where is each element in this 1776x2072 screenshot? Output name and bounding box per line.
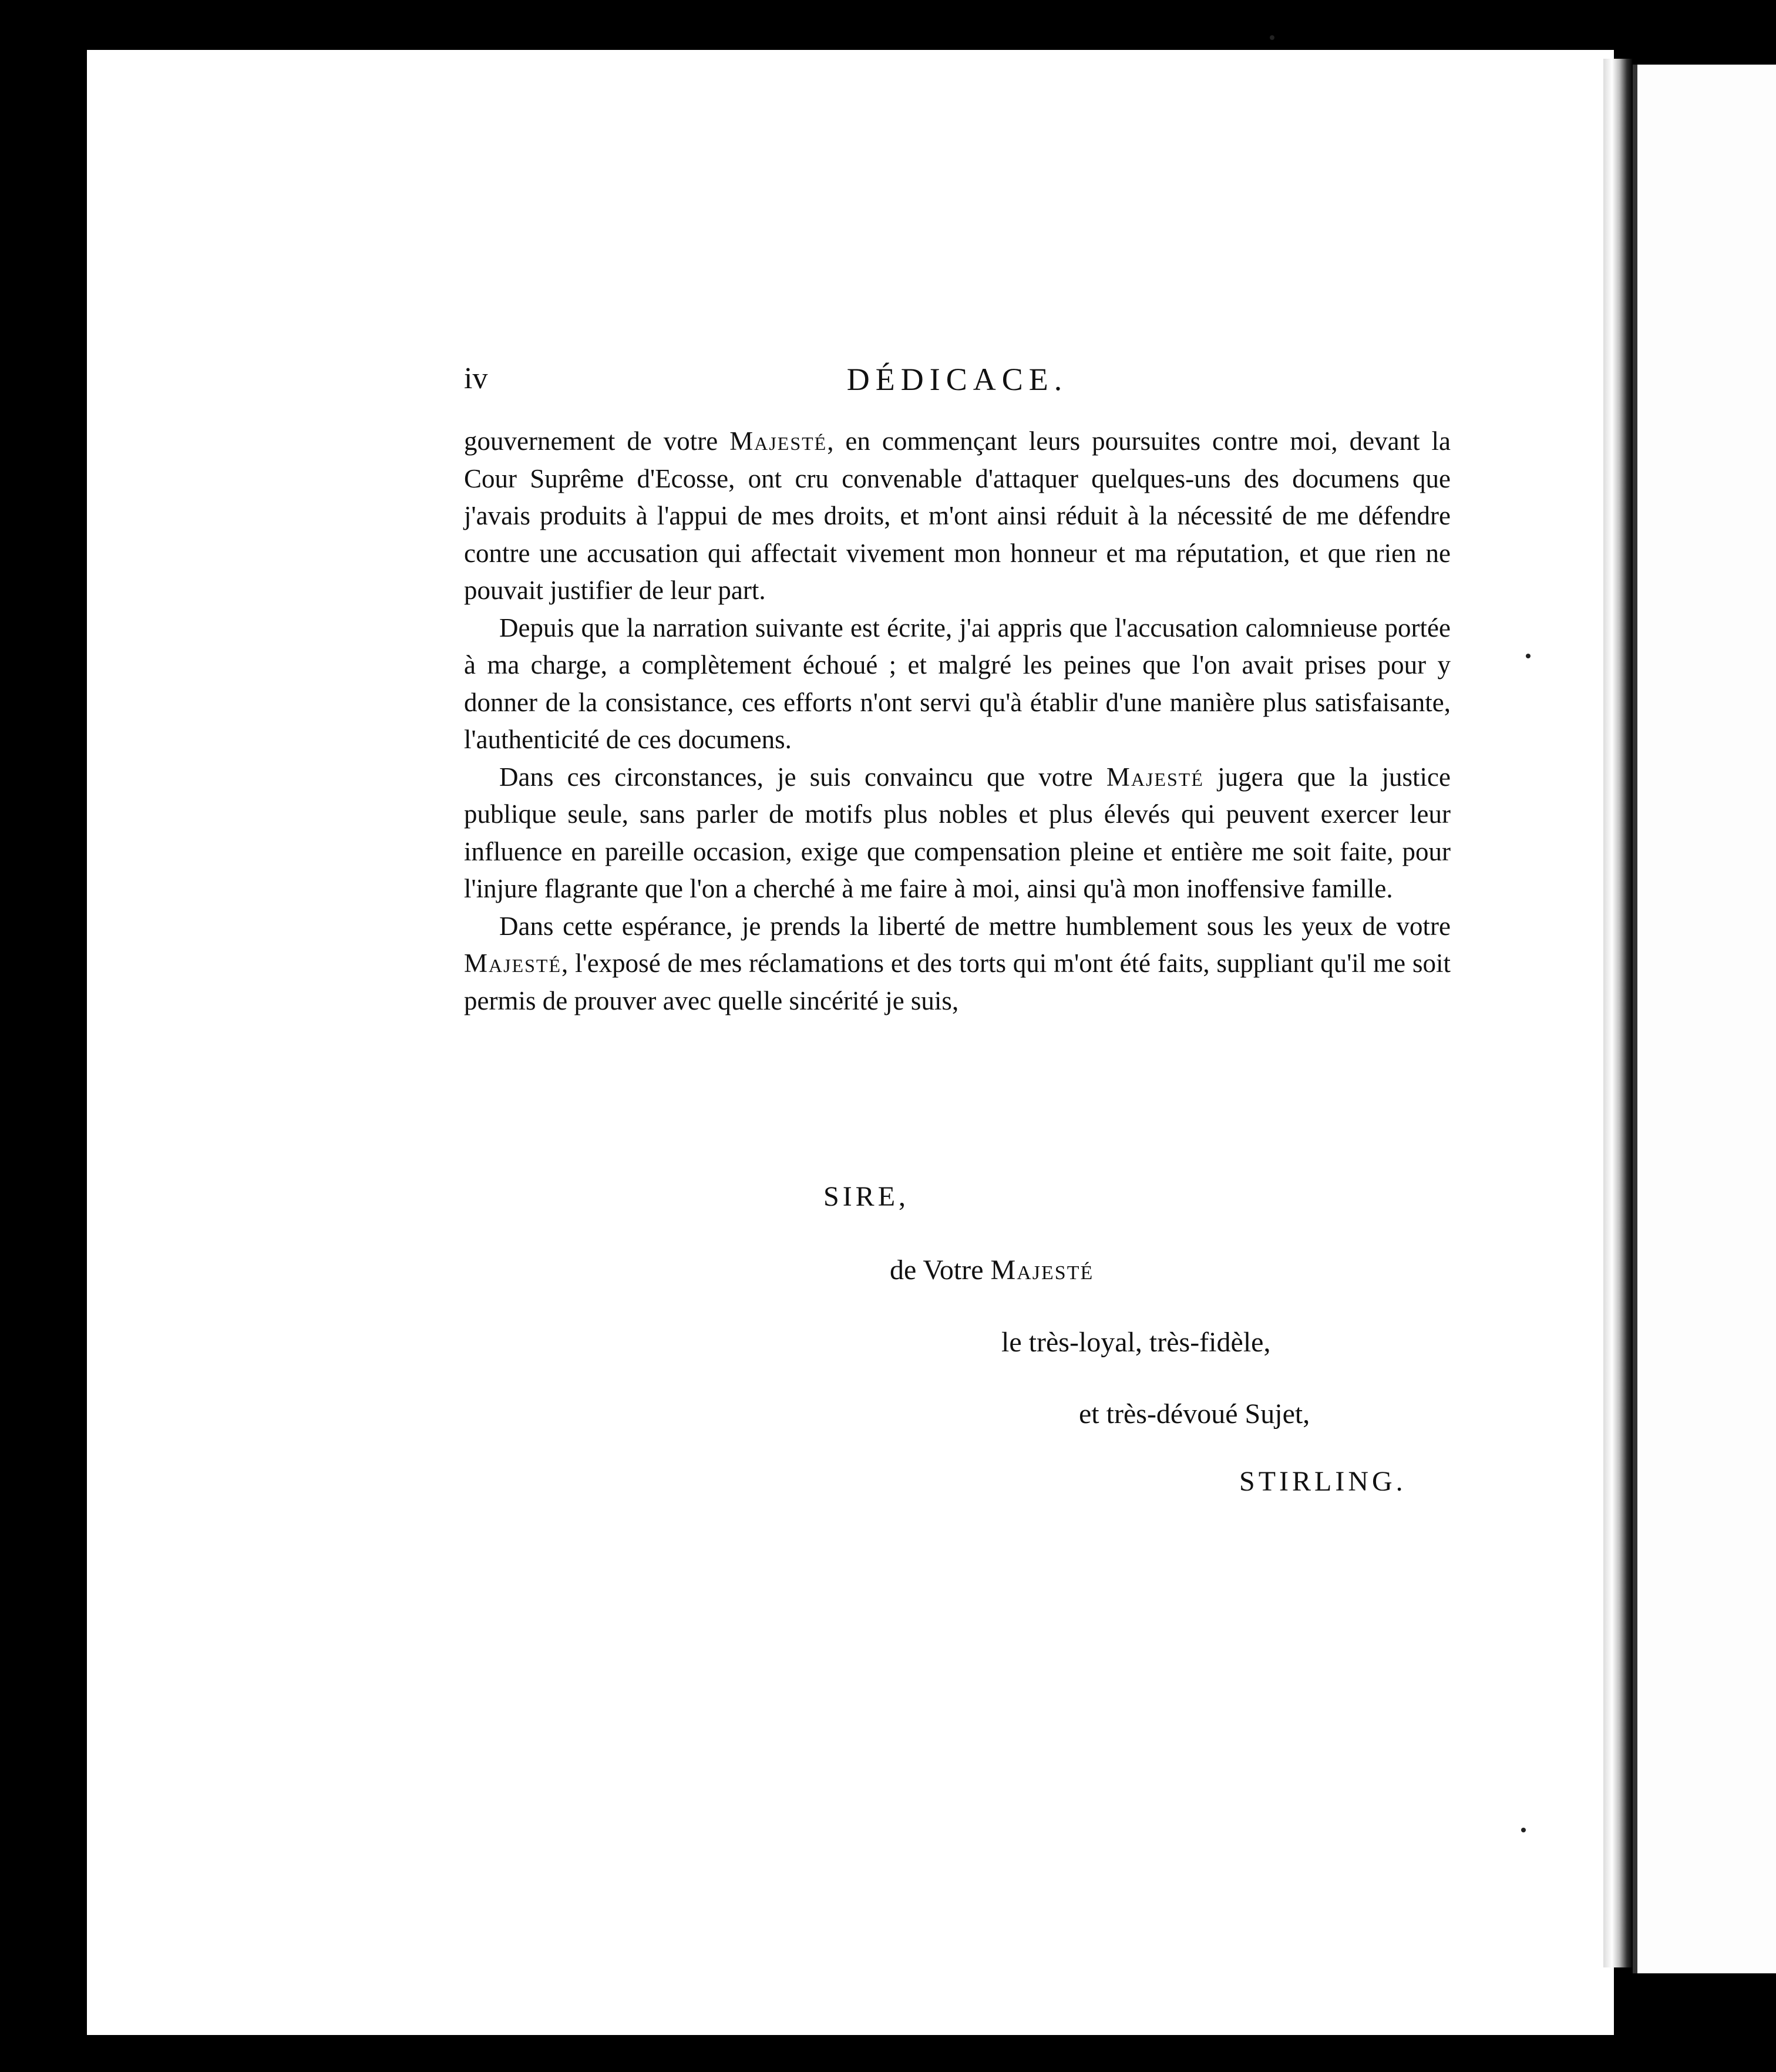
scan-speck: [1270, 35, 1274, 40]
body-paragraph: [464, 423, 1451, 610]
running-title: DÉDICACE.: [846, 362, 1068, 397]
scan-speck: [1521, 1828, 1526, 1832]
body-paragraph: [464, 759, 1451, 908]
closing-line-majesty: [890, 1254, 1094, 1286]
body-paragraph: [464, 908, 1451, 1020]
dedication-body: [464, 423, 1451, 1020]
salutation: SIRE,: [823, 1181, 910, 1212]
book-page: [87, 50, 1614, 2035]
body-paragraph: [464, 610, 1451, 759]
page-header: [464, 361, 1451, 402]
majesty-smallcaps: Majesté: [464, 948, 562, 978]
paragraph-text: , en commençant leurs poursuites contre moi, devant la Cour Suprême d'Ecosse, ont cru convenable d'attaquer quelques-uns des documens que j'avais produits à l'appui de mes droits, et m'ont ainsi réduit à la nécessité de me défendre contre une accusation qui affectait vivement mon honneur et ma réputation, et que rien ne pouvait justifier de leur part.: [464, 426, 1451, 605]
majesty-smallcaps: Majesté: [729, 426, 828, 456]
scan-speck: [1526, 654, 1531, 658]
adjacent-page-edge: [1633, 65, 1776, 1973]
majesty-smallcaps: Majesté: [1106, 762, 1204, 792]
closing-line-devoted: et très-dévoué Sujet,: [1079, 1398, 1310, 1429]
paragraph-text: gouvernement de votre: [464, 426, 730, 456]
paragraph-text: jugera que la justice publique seule, sans parler de motifs plus nobles et plus élevés qui peuvent exercer leur influence en pareille occasion, exige que compensation pleine et entière me soit faite, pour l'injure flagrante que l'on a cherché à me faire à moi, ainsi qu'à mon inoffensive famille.: [464, 762, 1451, 903]
paragraph-text: Dans ces circonstances, je suis convaincu que votre: [499, 762, 1106, 792]
paragraph-text: , l'exposé de mes réclamations et des torts qui m'ont été faits, suppliant qu'il me soit permis de prouver avec quelle sincérité je suis,: [464, 948, 1451, 1015]
closing-line-loyal: le très-loyal, très-fidèle,: [1001, 1327, 1271, 1358]
closing-line-prefix: de Votre: [890, 1254, 991, 1286]
page-number: iv: [464, 362, 488, 395]
paragraph-text: Depuis que la narration suivante est écrite, j'ai appris que l'accusation calomnieuse portée à ma charge, a complètement échoué ; et malgré les peines que l'on avait prises pour y donner de la consistance, ces efforts n'ont servi qu'à établir d'une manière plus satisfaisante, l'authenticité de ces documens.: [464, 613, 1451, 754]
closing-majesty: Majesté: [990, 1254, 1094, 1286]
signature: STIRLING.: [1239, 1466, 1407, 1497]
paragraph-text: Dans cette espérance, je prends la liberté de mettre humblement sous les yeux de votre: [499, 911, 1451, 941]
book-spine-shadow: [1603, 59, 1633, 1967]
